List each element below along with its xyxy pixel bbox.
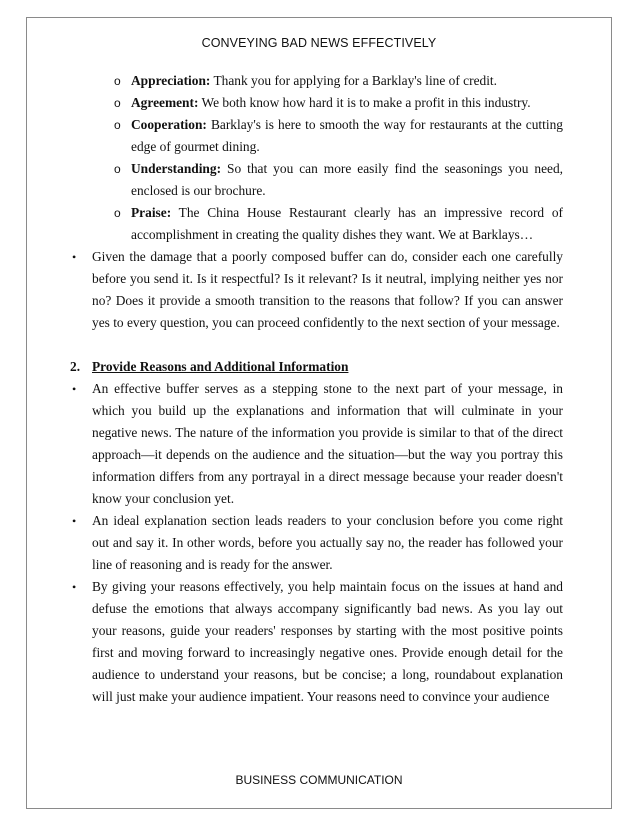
sub-bullet-marker: o xyxy=(114,206,121,220)
bullet-marker: • xyxy=(72,250,77,264)
sub-item-term: Cooperation: xyxy=(131,117,207,132)
sub-bullet-marker: o xyxy=(114,118,121,132)
sub-list-item xyxy=(70,202,563,246)
sub-list-item xyxy=(70,92,563,114)
section-number: 2. xyxy=(70,359,81,374)
sub-item-text: The China House Restaurant clearly has an impressive record of accomplishment in creating the quality dishes they want. We at Barklays… xyxy=(131,205,563,242)
bullet-marker: • xyxy=(72,514,77,528)
bullet-marker: • xyxy=(72,580,77,594)
sub-item-text: Thank you for applying for a Barklay's line of credit. xyxy=(210,73,497,88)
sub-bullet-marker: o xyxy=(114,96,121,110)
page-header: CONVEYING BAD NEWS EFFECTIVELY xyxy=(201,36,437,50)
section-title: Provide Reasons and Additional Information xyxy=(92,359,349,374)
sub-item-term: Agreement: xyxy=(131,95,199,110)
sub-item-text: We both know how hard it is to make a profit in this industry. xyxy=(198,95,531,110)
bullet-text: Given the damage that a poorly composed buffer can do, consider each one carefully before you send it. Is it respectful? Is it relevant? Is it neutral, implying neither yes nor no? Does it provide a smooth transition to the reasons that follow? If you can answer yes to every question, you can proceed confidently to the next section of your message. xyxy=(92,249,563,330)
sub-bullet-marker: o xyxy=(114,74,121,88)
sub-item-text: Barklay's is here to smooth the way for restaurants at the cutting edge of gourmet dining. xyxy=(131,117,563,154)
sub-item-term: Appreciation: xyxy=(131,73,211,88)
sub-item-term: Understanding: xyxy=(131,161,222,176)
sub-bullet-marker: o xyxy=(114,162,121,176)
sub-item-text: So that you can more easily find the seasonings you need, enclosed is our brochure. xyxy=(131,161,563,198)
bullet-text: By giving your reasons effectively, you help maintain focus on the issues at hand and defuse the emotions that always accompany significantly bad news. As you lay out your reasons, guide your readers' responses by starting with the most positive points first and moving forward to increasingly negative ones. Provide enough detail for the audience to understand your reasons, but be concise; a long, roundabout explanation will just make your audience impatient. Your reasons need to convince your audience xyxy=(92,579,563,704)
bullet-marker: • xyxy=(72,382,77,396)
document-body xyxy=(70,70,563,708)
bullet-item xyxy=(70,246,563,334)
bullet-item xyxy=(70,510,563,576)
sub-list-item xyxy=(70,158,563,202)
bullet-item xyxy=(70,576,563,708)
page-footer: BUSINESS COMMUNICATION xyxy=(235,773,403,787)
sub-list-item xyxy=(70,114,563,158)
section-heading xyxy=(70,356,563,378)
sub-item-term: Praise: xyxy=(131,205,172,220)
bullet-text: An ideal explanation section leads readers to your conclusion before you come right out and say it. In other words, before you actually say no, the reader has followed your line of reasoning and is ready for the answer. xyxy=(92,513,563,572)
sub-list-item xyxy=(70,70,563,92)
bullet-item xyxy=(70,378,563,510)
bullet-text: An effective buffer serves as a stepping stone to the next part of your message, in which you build up the explanations and information that will culminate in your negative news. The nature of the information you provide is similar to that of the direct approach—it depends on the audience and the situation—but the way you portray this information differs from any portrayal in a direct message because your reader doesn't know your conclusion yet. xyxy=(92,381,563,506)
